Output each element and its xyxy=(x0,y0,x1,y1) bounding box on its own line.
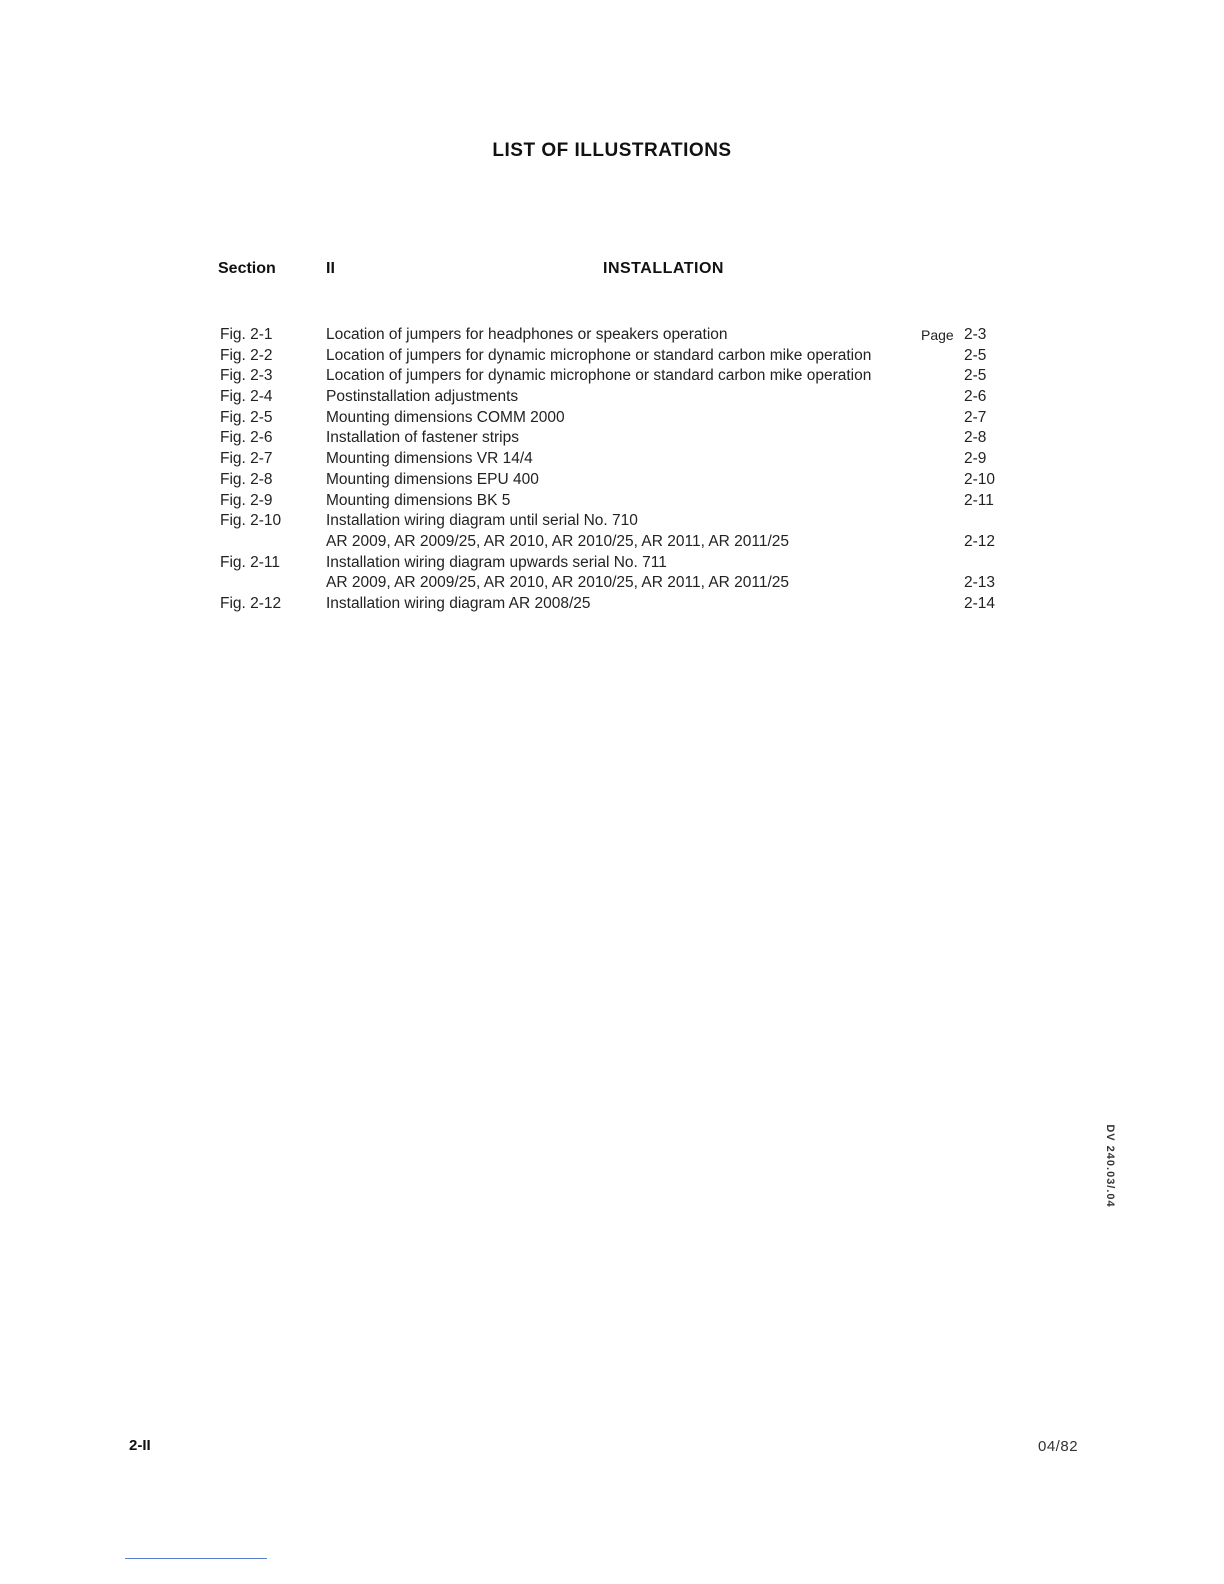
figure-page: 2-5 xyxy=(964,367,987,385)
figure-description: Mounting dimensions EPU 400 xyxy=(326,470,539,488)
section-label: Section xyxy=(218,260,276,277)
figure-description: Location of jumpers for dynamic microphone or standard carbon mike operation xyxy=(326,346,872,364)
figure-row xyxy=(0,449,1224,470)
figure-description: Location of jumpers for headphones or speakers operation xyxy=(326,326,728,343)
figure-description: Postinstallation adjustments xyxy=(326,388,519,406)
figure-row xyxy=(0,325,1224,346)
figure-page: 2-9 xyxy=(964,450,987,468)
figure-description: AR 2009, AR 2009/25, AR 2010, AR 2010/25, AR 2011, AR 2011/25 xyxy=(326,532,790,550)
figure-description: Mounting dimensions VR 14/4 xyxy=(326,450,533,468)
figure-page: 2-11 xyxy=(964,491,994,509)
figure-row-continuation xyxy=(0,532,1224,553)
figure-page: 2-14 xyxy=(964,594,996,612)
figure-label: Fig. 2-2 xyxy=(220,346,273,364)
figure-row xyxy=(0,470,1224,491)
figure-label: Fig. 2-9 xyxy=(220,491,273,509)
figure-label: Fig. 2-11 xyxy=(220,553,281,571)
figure-label: Fig. 2-10 xyxy=(220,512,282,530)
figure-row xyxy=(0,366,1224,387)
figure-row xyxy=(0,428,1224,449)
section-header xyxy=(0,260,1224,282)
figure-description: Mounting dimensions BK 5 xyxy=(326,491,511,509)
page-word: Page xyxy=(921,327,954,343)
figure-label: Fig. 2-1 xyxy=(220,326,273,343)
figure-row xyxy=(0,408,1224,429)
figure-page: 2-3 xyxy=(964,326,987,343)
figure-label: Fig. 2-3 xyxy=(220,367,273,385)
figure-description: Installation of fastener strips xyxy=(326,429,519,447)
figure-page: 2-8 xyxy=(964,429,987,447)
figure-description: Installation wiring diagram AR 2008/25 xyxy=(326,594,591,612)
figure-row xyxy=(0,511,1224,532)
page-title: LIST OF ILLUSTRATIONS xyxy=(492,140,732,161)
figure-page: 2-13 xyxy=(964,574,996,592)
figure-row-continuation xyxy=(0,573,1224,594)
figure-row xyxy=(0,491,1224,512)
figure-page: 2-12 xyxy=(964,532,996,550)
figure-label: Fig. 2-6 xyxy=(220,429,273,447)
figure-page: 2-6 xyxy=(964,388,987,406)
document-code: DV 240.03/.04 xyxy=(1104,1124,1116,1208)
figure-row xyxy=(0,387,1224,408)
figure-page: 2-10 xyxy=(964,470,996,488)
figure-description: Mounting dimensions COMM 2000 xyxy=(326,408,565,426)
figure-row xyxy=(0,594,1224,615)
figure-label: Fig. 2-4 xyxy=(220,388,273,406)
page-number: 2-II xyxy=(129,1437,151,1454)
figure-description: Installation wiring diagram until serial No. 710 xyxy=(326,512,638,530)
issue-date: 04/82 xyxy=(1038,1438,1079,1455)
bottom-rule xyxy=(125,1558,267,1559)
figure-label: Fig. 2-7 xyxy=(220,450,273,468)
figure-description: AR 2009, AR 2009/25, AR 2010, AR 2010/25, AR 2011, AR 2011/25 xyxy=(326,574,790,592)
figure-row xyxy=(0,346,1224,367)
figure-page: 2-5 xyxy=(964,346,987,364)
section-number: II xyxy=(326,260,335,277)
figure-label: Fig. 2-8 xyxy=(220,470,273,488)
section-title: INSTALLATION xyxy=(603,260,724,277)
figure-label: Fig. 2-5 xyxy=(220,408,273,426)
figure-label: Fig. 2-12 xyxy=(220,594,282,612)
figure-list xyxy=(0,325,1224,615)
figure-row xyxy=(0,553,1224,574)
figure-description: Installation wiring diagram upwards serial No. 711 xyxy=(326,553,667,571)
figure-description: Location of jumpers for dynamic microphone or standard carbon mike operation xyxy=(326,367,872,385)
figure-page: 2-7 xyxy=(964,408,987,426)
